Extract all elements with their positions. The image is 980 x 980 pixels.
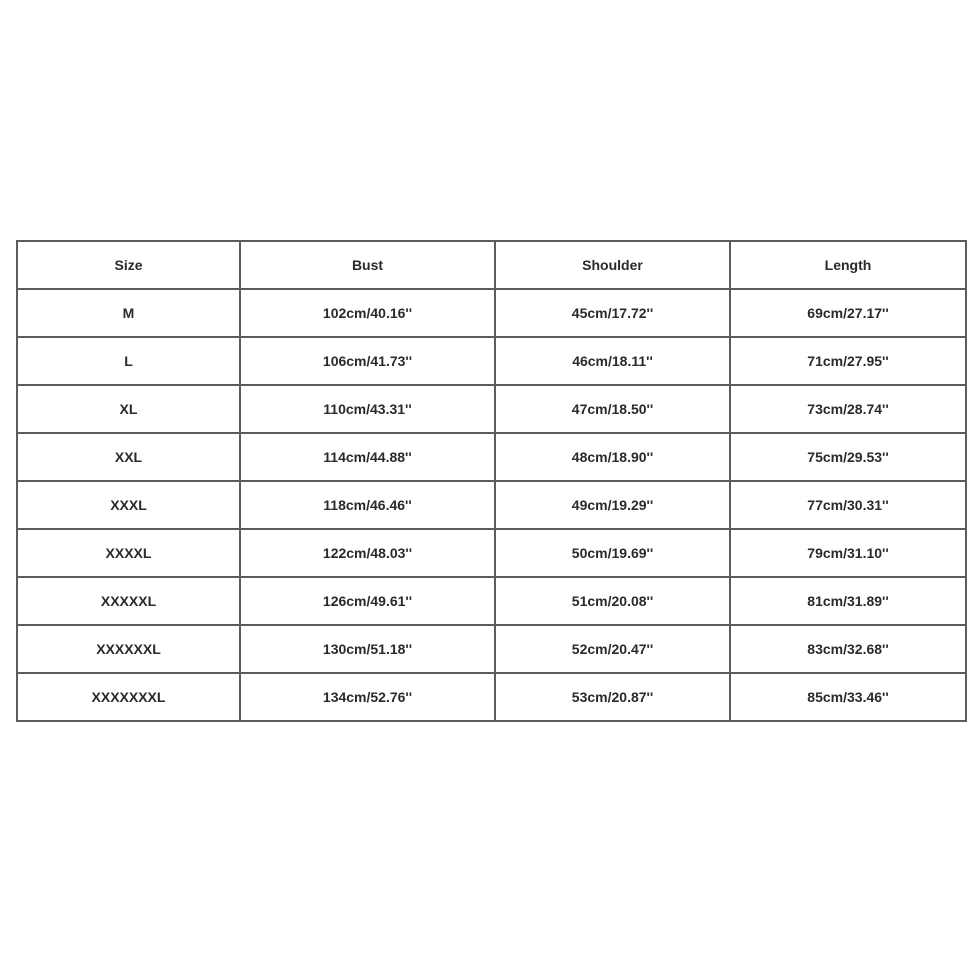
size-cell: M: [17, 289, 240, 337]
size-cell: XXXXXL: [17, 577, 240, 625]
bust-cell: 122cm/48.03'': [240, 529, 495, 577]
table-row: [17, 385, 966, 433]
table-row: [17, 529, 966, 577]
table-row: [17, 289, 966, 337]
table-row: [17, 433, 966, 481]
bust-cell: 134cm/52.76'': [240, 673, 495, 721]
bust-cell: 126cm/49.61'': [240, 577, 495, 625]
bust-cell: 118cm/46.46'': [240, 481, 495, 529]
header-shoulder: Shoulder: [495, 241, 730, 289]
size-cell: XXXL: [17, 481, 240, 529]
length-cell: 69cm/27.17'': [730, 289, 966, 337]
shoulder-cell: 46cm/18.11'': [495, 337, 730, 385]
length-cell: 73cm/28.74'': [730, 385, 966, 433]
size-cell: XXXXL: [17, 529, 240, 577]
length-cell: 77cm/30.31'': [730, 481, 966, 529]
size-cell: XXXXXXXL: [17, 673, 240, 721]
bust-cell: 106cm/41.73'': [240, 337, 495, 385]
size-cell: XXXXXXL: [17, 625, 240, 673]
size-cell: XL: [17, 385, 240, 433]
length-cell: 81cm/31.89'': [730, 577, 966, 625]
length-cell: 71cm/27.95'': [730, 337, 966, 385]
bust-cell: 102cm/40.16'': [240, 289, 495, 337]
shoulder-cell: 51cm/20.08'': [495, 577, 730, 625]
length-cell: 85cm/33.46'': [730, 673, 966, 721]
table-row: [17, 337, 966, 385]
size-chart-table: [16, 240, 967, 722]
shoulder-cell: 50cm/19.69'': [495, 529, 730, 577]
header-size: Size: [17, 241, 240, 289]
shoulder-cell: 45cm/17.72'': [495, 289, 730, 337]
table-row: [17, 577, 966, 625]
bust-cell: 130cm/51.18'': [240, 625, 495, 673]
shoulder-cell: 52cm/20.47'': [495, 625, 730, 673]
length-cell: 75cm/29.53'': [730, 433, 966, 481]
table-row: [17, 481, 966, 529]
length-cell: 79cm/31.10'': [730, 529, 966, 577]
shoulder-cell: 47cm/18.50'': [495, 385, 730, 433]
length-cell: 83cm/32.68'': [730, 625, 966, 673]
shoulder-cell: 49cm/19.29'': [495, 481, 730, 529]
bust-cell: 114cm/44.88'': [240, 433, 495, 481]
header-length: Length: [730, 241, 966, 289]
header-row: [17, 241, 966, 289]
shoulder-cell: 53cm/20.87'': [495, 673, 730, 721]
bust-cell: 110cm/43.31'': [240, 385, 495, 433]
table-row: [17, 625, 966, 673]
size-cell: XXL: [17, 433, 240, 481]
header-bust: Bust: [240, 241, 495, 289]
size-cell: L: [17, 337, 240, 385]
shoulder-cell: 48cm/18.90'': [495, 433, 730, 481]
table-row: [17, 673, 966, 721]
